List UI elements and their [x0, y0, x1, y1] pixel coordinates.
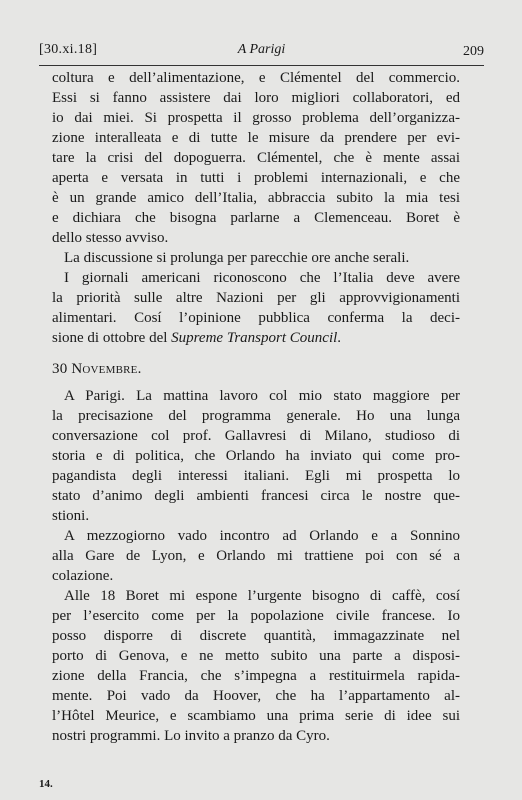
text-line: coltura e dell’alimentazione, e Clémentel del commercio. — [52, 70, 460, 86]
text-line: l’Hôtel Meurice, e scambiamo una prima serie di idee sui — [52, 708, 460, 724]
text-line: la precisazione del programma generale. Ho una lunga — [52, 408, 460, 424]
paragraph-1 — [52, 68, 460, 248]
signature-mark: 14. — [39, 778, 53, 790]
text-line: la priorità sulle altre Nazioni per gli approvvigionamenti — [52, 290, 460, 306]
running-head-date: [30.xi.18] — [39, 42, 98, 57]
text-line: alimentari. Cosí l’opinione pubblica conferma la deci- — [52, 310, 460, 326]
text-line: Essi si fanno assistere dai loro migliori collaboratori, ed — [52, 90, 460, 106]
text-line — [52, 328, 460, 348]
text-fragment: sione di ottobre del — [52, 330, 172, 346]
text-line: Alle 18 Boret mi espone l’urgente bisogno di caffè, cosí — [64, 588, 460, 604]
text-line: porto di Genova, e ne metto subito una parte a disposi- — [52, 648, 460, 664]
text-line: alla Gare de Lyon, e Orlando mi trattiene poi con sé a — [52, 548, 460, 564]
paragraph-5 — [52, 526, 460, 586]
text-line: conversazione col prof. Gallavresi di Milano, studioso di — [52, 428, 460, 444]
header-rule — [39, 65, 484, 66]
text-line: io dai miei. Si prospetta il grosso problema dell’organizza- — [52, 110, 460, 126]
text-line: A mezzogiorno vado incontro ad Orlando e a Sonnino — [64, 528, 460, 544]
text-line: zione interalleata e di tutte le misure da prendere per evi- — [52, 130, 460, 146]
text-line: mente. Poi vado da Hoover, che ha l’appartamento al- — [52, 688, 460, 704]
running-head — [39, 42, 484, 60]
text-line: posso disporre di discrete quantità, immagazzinate nel — [52, 628, 460, 644]
text-line: A Parigi. La mattina lavoro col mio stato maggiore per — [64, 388, 460, 404]
text-line: storia e di politica, che Orlando ha inviato qui come pro- — [52, 448, 460, 464]
text-line: pagandista degli interessi italiani. Egli mi prospetta lo — [52, 468, 460, 484]
section-day: 30 — [52, 361, 68, 377]
text-line: I giornali americani riconoscono che l’Italia deve avere — [64, 270, 460, 286]
section-heading — [52, 359, 460, 379]
text-line: per l’esercito come per la popolazione civile francese. Io — [52, 608, 460, 624]
running-head-title: A Parigi — [237, 42, 286, 57]
text-line: colazione. — [52, 568, 114, 584]
text-line: dello stesso avviso. — [52, 230, 169, 246]
text-line: è un grande amico dell’Italia, abbraccia subito la mia tesi — [52, 190, 460, 206]
page-number: 209 — [463, 44, 484, 59]
paragraph-2 — [52, 248, 460, 268]
text-line: La discussione si prolunga per parecchie ore anche serali. — [64, 250, 410, 266]
body-text — [52, 68, 460, 746]
italic-title: Supreme Transport Council — [171, 330, 338, 346]
text-line: zione della Francia, che s’impegna a restituirmela rapida- — [52, 668, 460, 684]
text-line: aperta e versata in tutti i problemi internazionali, e che — [52, 170, 460, 186]
text-line: stato d’animo degli ambienti francesi circa le nostre que- — [52, 488, 460, 504]
text-line: e dichiara che bisogna parlarne a Clemenceau. Boret è — [52, 210, 460, 226]
text-fragment: . — [337, 330, 342, 346]
text-line: nostri programmi. Lo invito a pranzo da Cyro. — [52, 728, 330, 744]
section-month: Novembre. — [71, 361, 142, 377]
paragraph-3 — [52, 268, 460, 348]
text-line: stioni. — [52, 508, 90, 524]
paragraph-6 — [52, 586, 460, 746]
paragraph-4 — [52, 386, 460, 526]
text-line: tare la crisi del dopoguerra. Clémentel, che è mente assai — [52, 150, 460, 166]
